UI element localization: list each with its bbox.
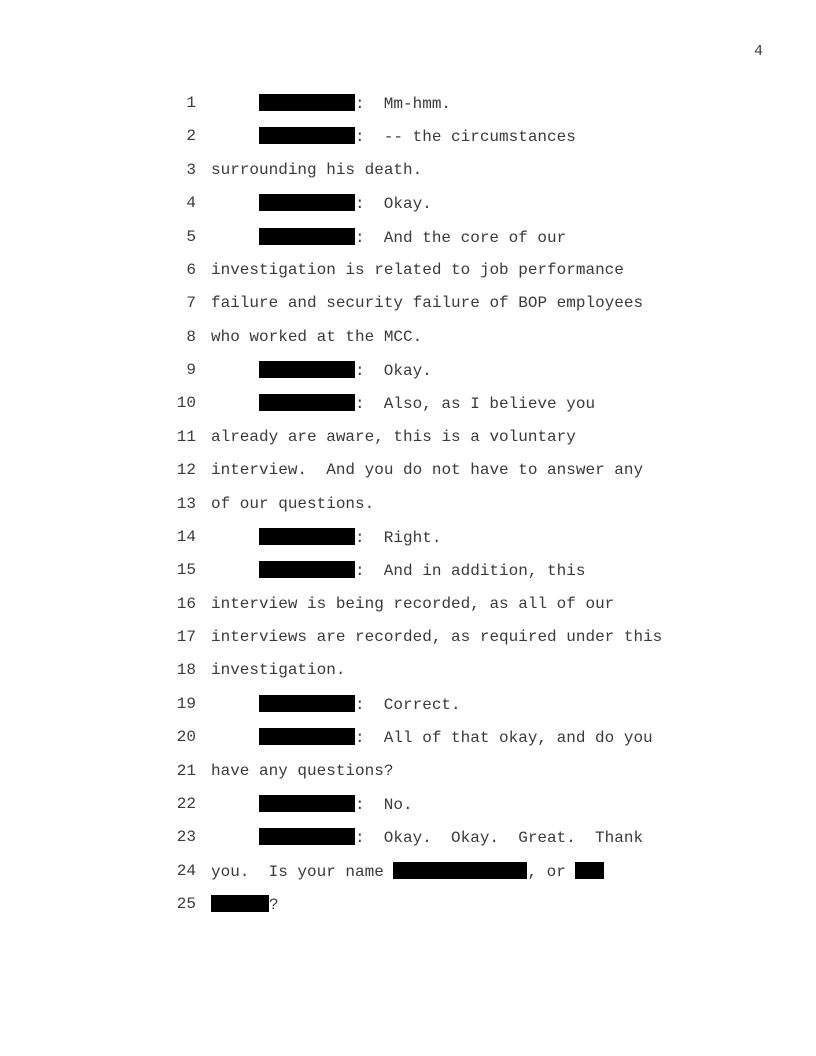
line-text-content: : -- the circumstances	[355, 128, 576, 147]
line-text	[211, 528, 441, 547]
line-number: 8	[186, 327, 196, 346]
transcript-line	[0, 862, 816, 895]
line-text	[211, 561, 585, 580]
line-text	[211, 661, 345, 679]
line-text-content: interviews are recorded, as required under this	[211, 628, 663, 646]
line-text-content: already are aware, this is a voluntary	[211, 427, 576, 446]
speaker-redaction	[259, 695, 355, 712]
line-number: 9	[186, 361, 196, 379]
line-text-content: : All of that okay, and do you	[355, 729, 653, 748]
line-text	[211, 161, 422, 179]
speaker-redaction	[259, 127, 355, 144]
transcript-line	[0, 795, 816, 828]
line-text	[211, 328, 422, 346]
line-number: 11	[176, 427, 196, 446]
line-text	[211, 394, 595, 413]
line-text	[211, 895, 279, 914]
speaker-redaction	[259, 728, 355, 745]
line-text	[211, 194, 432, 213]
line-number: 4	[186, 194, 196, 213]
line-text	[211, 428, 576, 446]
line-text	[211, 762, 393, 780]
transcript-line	[0, 328, 816, 361]
line-text-content: : And the core of our	[355, 228, 567, 247]
line-text-segment: , or	[527, 862, 576, 881]
line-number: 17	[176, 628, 196, 646]
speaker-redaction	[259, 228, 355, 245]
line-number: 24	[176, 861, 196, 880]
line-number: 21	[176, 761, 196, 780]
line-text-segment: ?	[269, 896, 279, 914]
line-text	[211, 695, 461, 714]
speaker-redaction	[259, 795, 355, 812]
line-number: 18	[176, 661, 196, 680]
transcript-line	[0, 595, 816, 628]
line-text-content: of our questions.	[211, 494, 375, 513]
line-number: 22	[176, 794, 196, 813]
transcript-line	[0, 528, 816, 561]
line-number: 3	[186, 160, 196, 179]
line-number: 12	[176, 461, 196, 480]
line-text-content: investigation.	[211, 661, 346, 680]
line-number: 13	[176, 494, 196, 513]
transcript-line	[0, 228, 816, 261]
speaker-redaction	[259, 361, 355, 378]
line-number: 2	[186, 127, 196, 146]
transcript-line	[0, 695, 816, 728]
transcript-lines	[0, 94, 816, 862]
transcript-line	[0, 161, 816, 194]
line-text-content: : Okay. Okay. Great. Thank	[355, 829, 644, 848]
transcript-line	[0, 394, 816, 427]
transcript-line	[0, 762, 816, 795]
line-text-content: : Also, as I believe you	[355, 395, 596, 414]
line-text-content: : Okay.	[355, 362, 432, 380]
line-text-content: : Okay.	[355, 195, 432, 214]
transcript-line	[0, 495, 816, 528]
transcript-line	[0, 361, 816, 394]
transcript-line	[0, 895, 816, 928]
line-text-content: : Right.	[355, 528, 442, 547]
line-text	[211, 461, 643, 479]
line-text-content: : And in addition, this	[355, 562, 586, 581]
transcript-line	[0, 661, 816, 694]
line-number: 16	[176, 594, 196, 613]
transcript-line	[0, 428, 816, 461]
speaker-redaction	[259, 528, 355, 545]
line-text	[211, 728, 653, 747]
line-text-content: : No.	[355, 795, 413, 814]
line-text-segment: you. Is your name	[211, 862, 394, 881]
line-text	[211, 94, 451, 113]
line-text-content: interview. And you do not have to answer any	[211, 461, 644, 480]
line-number: 14	[176, 527, 196, 546]
redaction-block	[575, 862, 604, 879]
transcript-line	[0, 94, 816, 127]
line-text	[211, 628, 662, 646]
transcript-line	[0, 828, 816, 861]
line-number: 19	[176, 694, 196, 713]
line-number: 23	[176, 828, 196, 847]
line-text	[211, 127, 576, 146]
line-text-content: surrounding his death.	[211, 160, 423, 179]
speaker-redaction	[259, 394, 355, 411]
speaker-redaction	[259, 94, 355, 111]
transcript-line	[0, 461, 816, 494]
line-number: 10	[176, 394, 196, 413]
line-number: 15	[176, 561, 196, 580]
line-text	[211, 261, 624, 279]
transcript-line	[0, 628, 816, 661]
line-text-content: have any questions?	[211, 761, 394, 780]
line-number: 6	[186, 260, 196, 279]
line-text	[211, 294, 643, 312]
line-number: 5	[186, 227, 196, 246]
transcript-line	[0, 261, 816, 294]
transcript-line	[0, 194, 816, 227]
line-text-content: : Correct.	[355, 695, 461, 714]
page-number: 4	[754, 43, 764, 60]
line-number: 1	[186, 94, 196, 112]
line-text-content: investigation is related to job performance	[211, 260, 624, 279]
line-text	[211, 828, 643, 847]
line-number: 20	[176, 728, 196, 747]
line-text	[211, 595, 614, 613]
line-text	[211, 795, 413, 814]
line-text-content: failure and security failure of BOP employees	[211, 294, 644, 313]
line-text	[211, 495, 374, 513]
line-text-content: who worked at the MCC.	[211, 327, 423, 346]
line-number: 25	[176, 895, 196, 913]
line-text	[211, 862, 604, 881]
speaker-redaction	[259, 561, 355, 578]
speaker-redaction	[259, 828, 355, 845]
speaker-redaction	[259, 194, 355, 211]
transcript-line	[0, 127, 816, 160]
transcript-body	[0, 94, 816, 928]
transcript-line	[0, 728, 816, 761]
redaction-block	[211, 895, 269, 912]
redaction-block	[393, 862, 527, 879]
line-text-content: interview is being recorded, as all of our	[211, 594, 615, 613]
line-text	[211, 361, 432, 380]
line-number: 7	[186, 294, 196, 313]
line-text	[211, 228, 566, 247]
line-text-content: : Mm-hmm.	[355, 95, 452, 113]
transcript-line	[0, 294, 816, 327]
transcript-line	[0, 561, 816, 594]
